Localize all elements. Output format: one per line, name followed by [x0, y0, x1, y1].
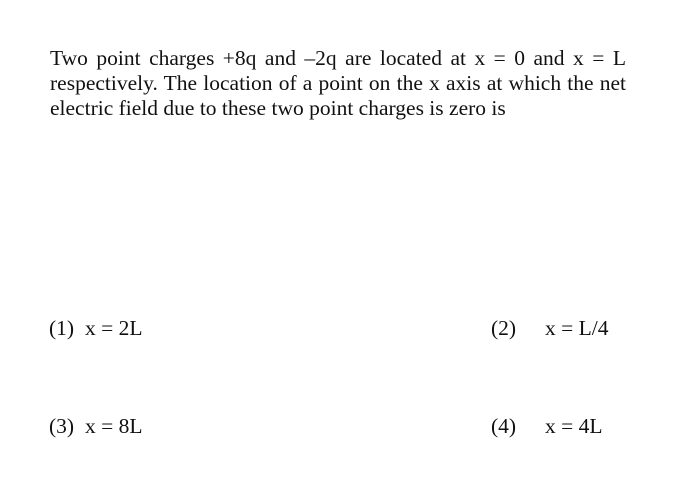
question-line-1: Two point charges +8q and –2q are located at x = 0 and x = L	[50, 46, 626, 70]
option-4[interactable]	[491, 414, 603, 439]
option-number: (1)	[49, 316, 75, 340]
option-1[interactable]	[49, 316, 143, 341]
option-value: x = L/4	[545, 316, 609, 340]
option-value: x = 4L	[545, 414, 603, 438]
question-line-2: respectively. The location of a point on the x axis at which the net	[50, 71, 626, 95]
option-3[interactable]	[49, 414, 143, 439]
question-text	[50, 46, 626, 121]
option-2[interactable]	[491, 316, 608, 341]
option-number: (4)	[491, 414, 517, 438]
question-line-3: electric field due to these two point charges is zero is	[50, 96, 506, 120]
option-number: (2)	[491, 316, 517, 340]
option-value: x = 8L	[85, 414, 143, 438]
option-value: x = 2L	[85, 316, 143, 340]
option-number: (3)	[49, 414, 75, 438]
